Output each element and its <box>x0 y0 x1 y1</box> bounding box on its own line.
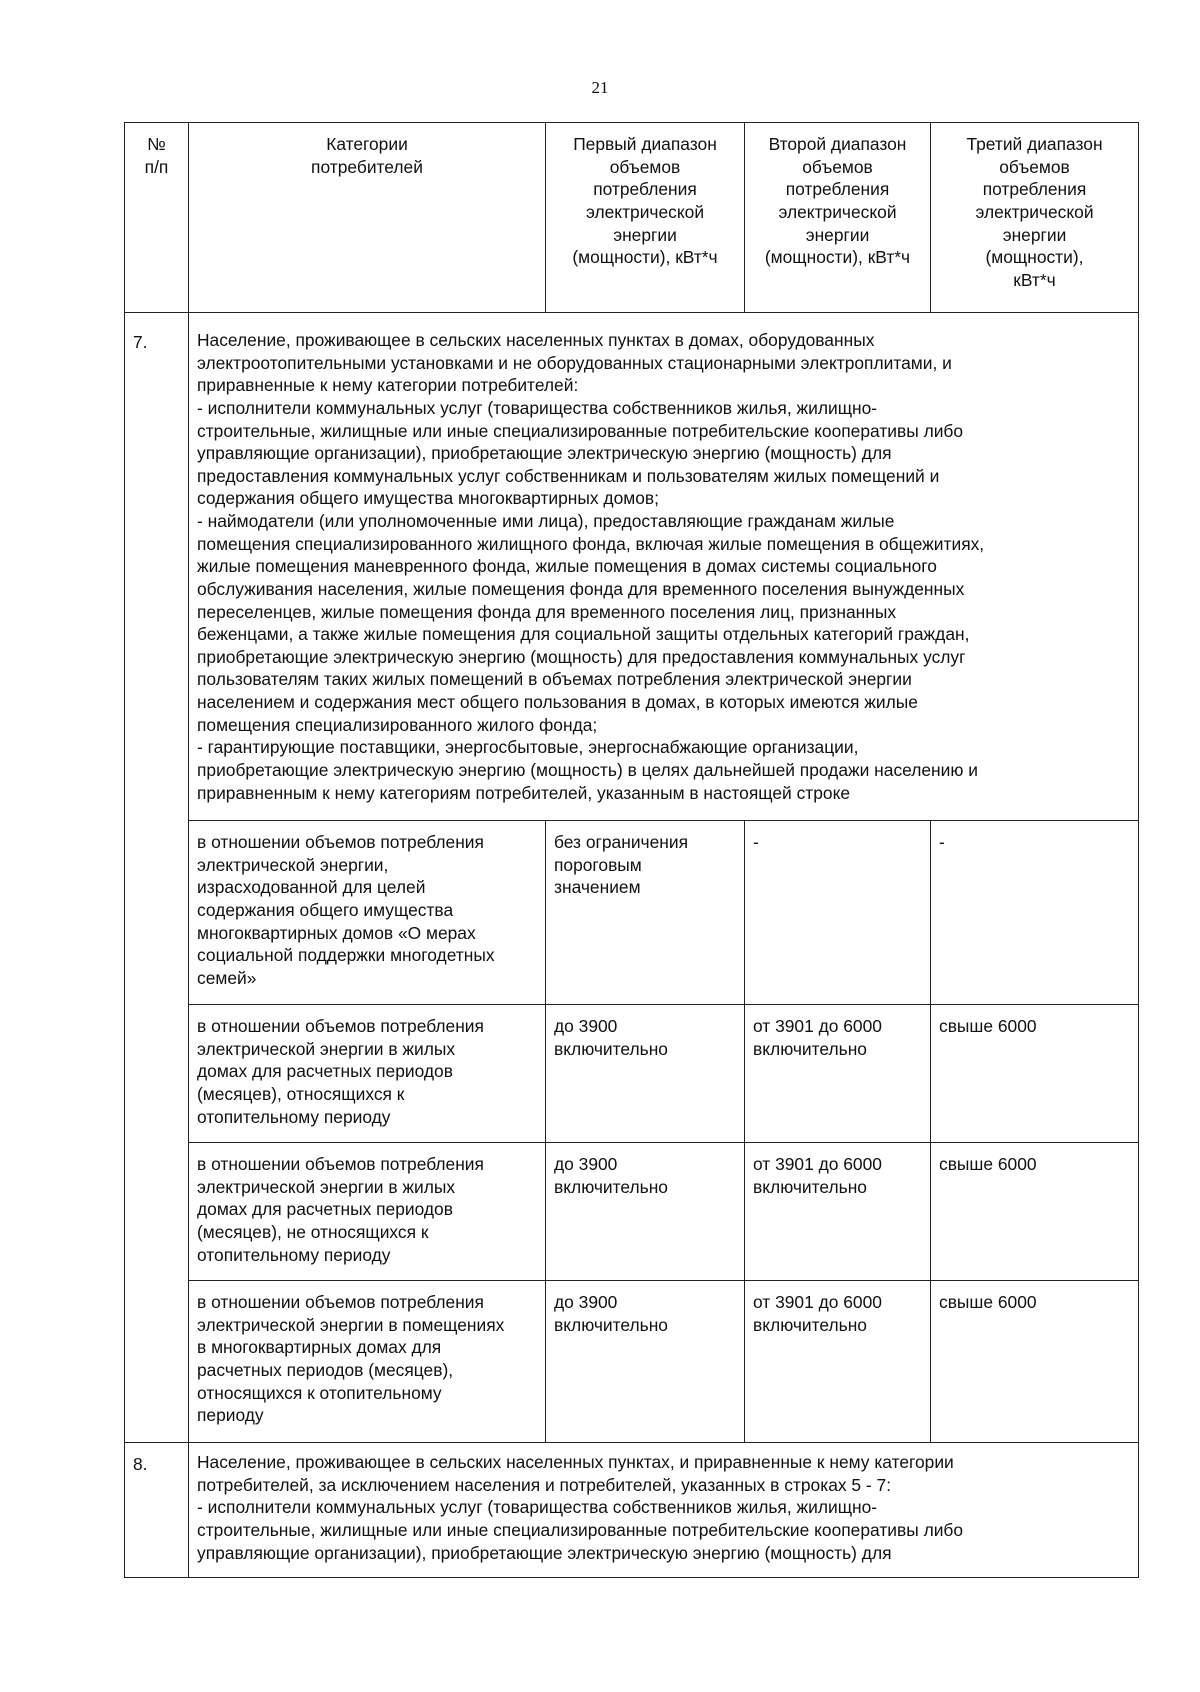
row-description: Население, проживающее в сельских населенных пунктах в домах, оборудованных электроотопительными установками и не оборудованных стационарными электроплитами, и приравненные к нему категории потребителей: - исполнители коммунальных услуг (товарищества собственников жилья, жилищно- строительные, жилищные или иные специализированные потребительские кооперативы либо управляющие организации), приобретающие электрическую энергию (мощность) для предоставления коммунальных услуг собственникам и пользователям жилых помещений и содержания общего имущества многоквартирных домов; - наймодатели (или уполномоченные ими лица), предоставляющие гражданам жилые помещения специализированного жилищного фонда, включая жилые помещения в общежитиях, жилые помещения маневренного фонда, жилые помещения в домах системы социального обслуживания населения, жилые помещения фонда для временного поселения вынужденных переселенцев, жилые помещения фонда для временного поселения лиц, признанных беженцами, а также жилые помещения для социальной защиты отдельных категорий граждан, приобретающие электрическую энергию (мощность) для предоставления коммунальных услуг пользователям таких жилых помещений в объемах потребления электрической энергии населением и содержания мест общего пользования в домах, в которых имеются жилые помещения специализированного жилого фонда; - гарантирующие поставщики, энергосбытовые, энергоснабжающие организации, приобретающие электрическую энергию (мощность) в целях дальнейшей продажи населению и приравненным к нему категориям потребителей, указанным в настоящей строке <box>189 313 1139 821</box>
table-subrow <box>125 1005 1139 1143</box>
subrow-range1: до 3900 включительно <box>546 1281 745 1443</box>
table-header-row <box>125 123 1139 313</box>
header-num: № п/п <box>125 123 189 313</box>
row-description: Население, проживающее в сельских населенных пунктах, и приравненные к нему категории потребителей, за исключением населения и потребителей, указанных в строках 5 - 7: - исполнители коммунальных услуг (товарищества собственников жилья, жилищно- строительные, жилищные или иные специализированные потребительские кооперативы либо управляющие организации), приобретающие электрическую энергию (мощность) для <box>189 1443 1139 1578</box>
subrow-range3: свыше 6000 <box>931 1143 1139 1281</box>
subrow-category: в отношении объемов потребления электрической энергии в помещениях в многоквартирных домах для расчетных периодов (месяцев), относящихся к отопительному периоду <box>189 1281 546 1443</box>
tariff-table <box>124 122 1139 1578</box>
table-row <box>125 1443 1139 1578</box>
header-range1: Первый диапазон объемов потребления электрической энергии (мощности), кВт*ч <box>546 123 745 313</box>
header-range2: Второй диапазон объемов потребления электрической энергии (мощности), кВт*ч <box>745 123 931 313</box>
subrow-category: в отношении объемов потребления электрической энергии в жилых домах для расчетных периодов (месяцев), не относящихся к отопительному периоду <box>189 1143 546 1281</box>
subrow-range1: до 3900 включительно <box>546 1143 745 1281</box>
subrow-range2: - <box>745 821 931 1005</box>
subrow-range1: до 3900 включительно <box>546 1005 745 1143</box>
table-subrow <box>125 1281 1139 1443</box>
page-number: 21 <box>591 78 609 97</box>
subrow-range3: свыше 6000 <box>931 1281 1139 1443</box>
subrow-range2: от 3901 до 6000 включительно <box>745 1005 931 1143</box>
table-subrow <box>125 1143 1139 1281</box>
header-category: Категории потребителей <box>189 123 546 313</box>
header-range3: Третий диапазон объемов потребления электрической энергии (мощности), кВт*ч <box>931 123 1139 313</box>
row-number: 8. <box>125 1443 189 1578</box>
subrow-range3: - <box>931 821 1139 1005</box>
subrow-category: в отношении объемов потребления электрической энергии, израсходованной для целей содержания общего имущества многоквартирных домов «О мерах социальной поддержки многодетных семей» <box>189 821 546 1005</box>
subrow-range2: от 3901 до 6000 включительно <box>745 1143 931 1281</box>
table-subrow <box>125 821 1139 1005</box>
subrow-category: в отношении объемов потребления электрической энергии в жилых домах для расчетных периодов (месяцев), относящихся к отопительному периоду <box>189 1005 546 1143</box>
table-row <box>125 313 1139 821</box>
subrow-range1: без ограничения пороговым значением <box>546 821 745 1005</box>
subrow-range3: свыше 6000 <box>931 1005 1139 1143</box>
subrow-range2: от 3901 до 6000 включительно <box>745 1281 931 1443</box>
row-number: 7. <box>125 313 189 1443</box>
